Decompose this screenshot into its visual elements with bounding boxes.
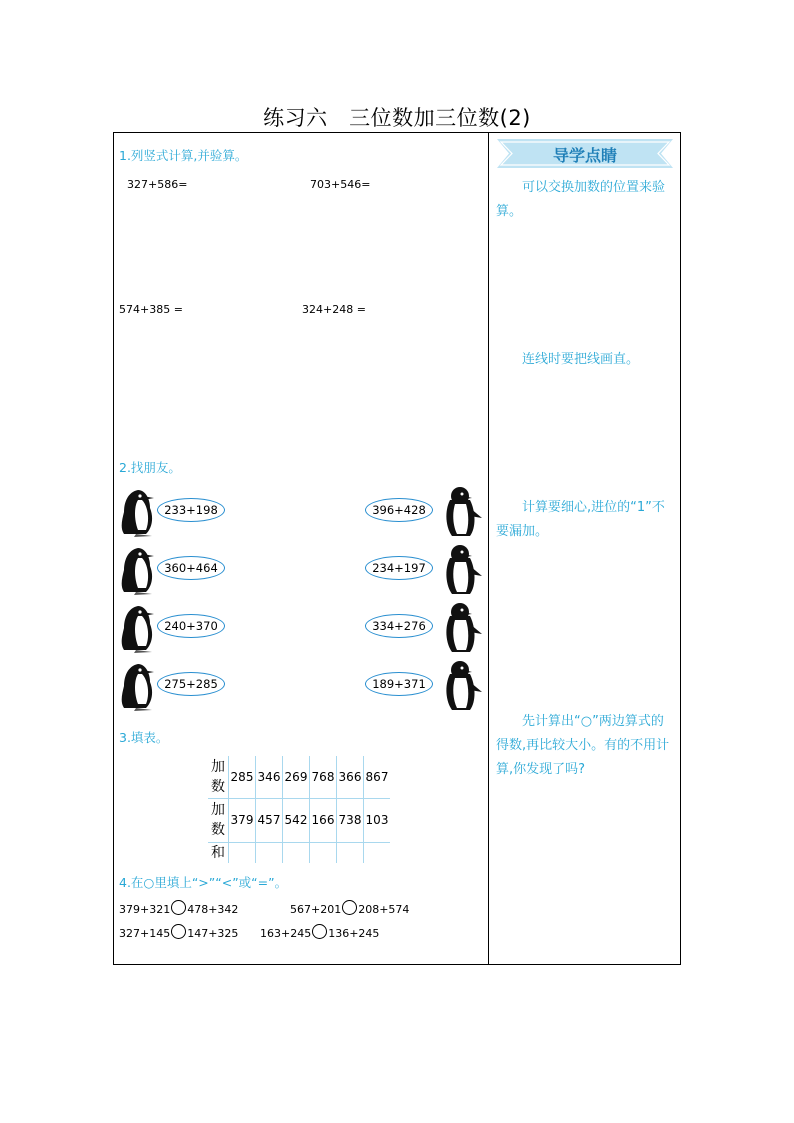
compare-item	[119, 924, 238, 940]
table-cell: 285	[229, 756, 256, 798]
penguin-icon	[116, 544, 160, 596]
tip-compare: 先计算出“○”两边算式的得数,再比较大小。有的不用计算,你发现了吗?	[496, 714, 670, 777]
compare-right: 147+325	[187, 927, 239, 940]
table-cell: 269	[283, 756, 310, 798]
table-cell: 166	[310, 798, 337, 842]
answer-cell[interactable]	[229, 842, 256, 863]
section-4-heading: 4.在○里填上“>”“<”或“=”。	[119, 875, 288, 890]
compare-circle[interactable]	[342, 900, 357, 915]
section-2-heading: 2.找朋友。	[119, 460, 181, 475]
page-title: 练习六 三位数加三位数(2)	[263, 106, 531, 130]
penguin-icon	[116, 486, 160, 538]
guide-banner-title: 导学点睛	[552, 146, 617, 165]
table-cell: 867	[364, 756, 391, 798]
answer-cell[interactable]	[364, 842, 391, 863]
penguin-icon	[440, 658, 484, 714]
right-expression-oval[interactable]: 396+428	[365, 498, 433, 522]
right-expression-oval[interactable]: 189+371	[365, 672, 433, 696]
section-3-heading: 3.填表。	[119, 730, 169, 745]
tip-draw-lines: 连线时要把线画直。	[522, 352, 640, 367]
section-1-heading: 1.列竖式计算,并验算。	[119, 148, 248, 163]
left-expression-oval[interactable]: 233+198	[157, 498, 225, 522]
compare-left: 163+245	[260, 927, 312, 940]
row-label-addend-1: 加数	[208, 756, 229, 798]
problem-4: 324+248 =	[302, 303, 366, 316]
compare-right: 208+574	[358, 903, 410, 916]
penguin-icon	[440, 600, 484, 656]
answer-cell[interactable]	[337, 842, 364, 863]
table-cell: 103	[364, 798, 391, 842]
tip-verify: 可以交换加数的位置来验算。	[496, 180, 666, 219]
compare-item	[119, 900, 238, 916]
row-label-addend-2: 加数	[208, 798, 229, 842]
answer-cell[interactable]	[283, 842, 310, 863]
column-divider	[488, 132, 489, 965]
compare-left: 327+145	[119, 927, 171, 940]
penguin-icon	[116, 660, 160, 712]
compare-left: 379+321	[119, 903, 171, 916]
left-expression-oval[interactable]: 360+464	[157, 556, 225, 580]
compare-item	[260, 924, 379, 940]
table-cell: 379	[229, 798, 256, 842]
table-cell: 542	[283, 798, 310, 842]
left-expression-oval[interactable]: 240+370	[157, 614, 225, 638]
answer-cell[interactable]	[310, 842, 337, 863]
table-cell: 738	[337, 798, 364, 842]
compare-circle[interactable]	[171, 924, 186, 939]
problem-2: 703+546=	[310, 178, 371, 191]
table-cell: 457	[256, 798, 283, 842]
problem-1: 327+586=	[127, 178, 188, 191]
row-label-sum: 和	[208, 842, 229, 863]
answer-cell[interactable]	[256, 842, 283, 863]
penguin-icon	[440, 542, 484, 598]
worksheet-frame	[113, 132, 681, 965]
right-expression-oval[interactable]: 334+276	[365, 614, 433, 638]
right-expression-oval[interactable]: 234+197	[365, 556, 433, 580]
compare-right: 136+245	[328, 927, 380, 940]
table-cell: 768	[310, 756, 337, 798]
table-cell: 346	[256, 756, 283, 798]
left-expression-oval[interactable]: 275+285	[157, 672, 225, 696]
problem-3: 574+385 =	[119, 303, 183, 316]
penguin-icon	[440, 484, 484, 540]
tip-carry: 计算要细心,进位的“1”不要漏加。	[496, 500, 665, 539]
penguin-icon	[116, 602, 160, 654]
compare-right: 478+342	[187, 903, 239, 916]
compare-left: 567+201	[290, 903, 342, 916]
compare-circle[interactable]	[312, 924, 327, 939]
table-cell: 366	[337, 756, 364, 798]
compare-circle[interactable]	[171, 900, 186, 915]
compare-item	[290, 900, 409, 916]
fill-table	[208, 756, 390, 863]
